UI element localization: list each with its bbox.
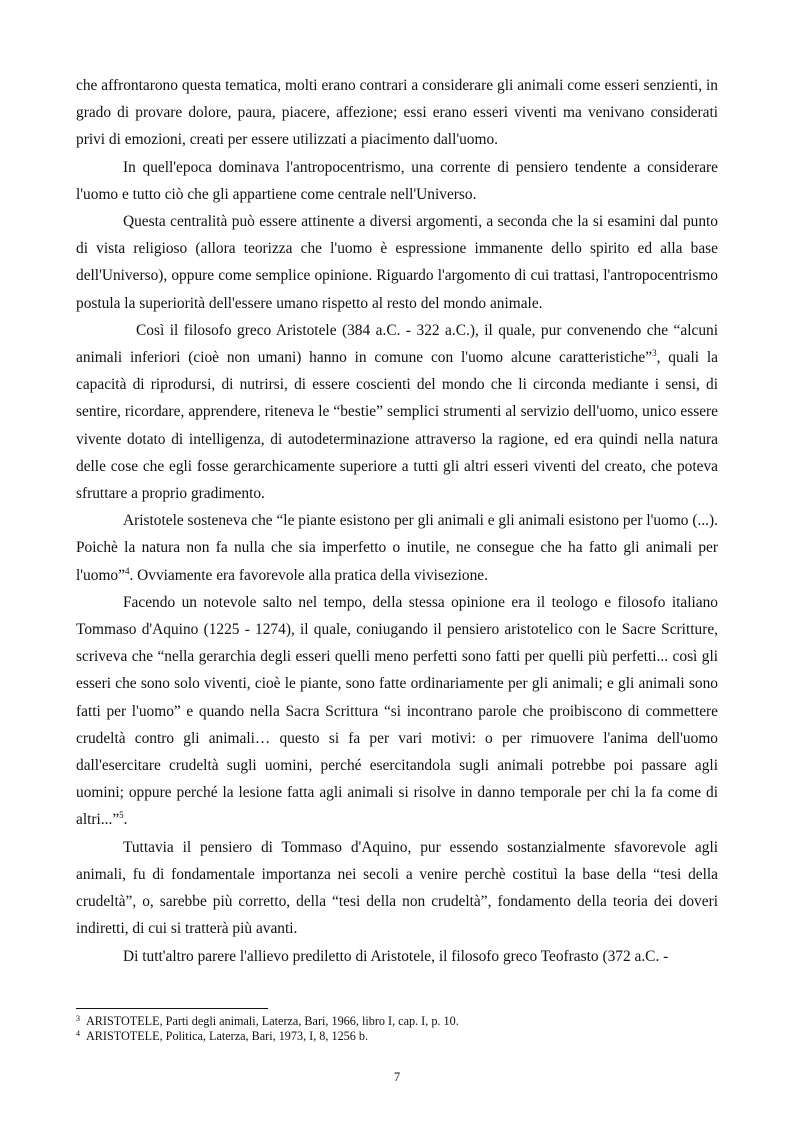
paragraph: che affrontarono questa tematica, molti erano contrari a considerare gli animali come esseri senzienti, in grado di provare dolore, paura, piacere, affezione; essi erano esseri viventi ma venivano considerati privi di emozioni, creati per essere utilizzati a piacimento dall'uomo. — [76, 77, 718, 149]
footnote-number: 3 — [76, 1014, 80, 1023]
footnote-ref: 3 — [652, 348, 657, 359]
paragraph: Di tutt'altro parere l'allievo prediletto di Aristotele, il filosofo greco Teofrasto (372 a.C. - — [123, 947, 669, 965]
body-text — [76, 72, 718, 970]
footnote-number: 4 — [76, 1029, 80, 1038]
paragraph: Facendo un notevole salto nel tempo, della stessa opinione era il teologo e filosofo italiano Tommaso d'Aquino (1225 - 1274), il quale, coniugando il pensiero aristotelico con le Sacre Scritture, scriveva che “nella gerarchia degli esseri quelli meno perfetti sono fatti per quelli più perfetti... così gli esseri che sono solo viventi, cioè le piante, sono fatte ordinariamente per gli animali; e gli animali sono fatti per l'uomo” e quando nella Sacra Scrittura “si incontrano parole che proibiscono di commettere crudeltà contro gli animali… questo si fa per vari motivi: o per rimuovere l'anima dell'uomo dall'esercitare crudeltà sugli uomini, perché esercitandola sugli animali potrebbe poi passare agli uomini; oppure perché la lesione fatta agli animali si risolve in danno temporale per chi la fa come di altri...”$^5$. — [76, 593, 718, 829]
footnote-text: ARISTOTELE, Politica, Laterza, Bari, 1973, I, 8, 1256 b. — [86, 1029, 369, 1043]
paragraph: Aristotele sosteneva che “le piante esistono per gli animali e gli animali esistono per l'uomo (...). Poichè la natura non fa nulla che sia imperfetto o inutile, ne consegue che ha fatto gli animali per l'uomo”$^4$. Ovviamente era favorevole alla pratica della vivisezione. — [76, 512, 718, 584]
footnote-divider — [76, 1008, 268, 1009]
paragraph: In quell'epoca dominava l'antropocentrismo, una corrente di pensiero tendente a considerare l'uomo e tutto ciò che gli appartiene come centrale nell'Universo. — [76, 158, 718, 203]
footnote — [76, 1014, 718, 1029]
page-number: 7 — [393, 1070, 401, 1084]
footnotes — [76, 1014, 718, 1044]
footnote-ref: 5 — [119, 810, 124, 821]
paragraph: Così il filosofo greco Aristotele (384 a.C. - 322 a.C.), il quale, pur convenendo che “alcuni animali inferiori (cioè non umani) hanno in comune con l'uomo alcune caratteristiche”$^3$, quali la capacità di riprodursi, di nutrirsi, di essere coscienti del mondo che li circonda mediante i sensi, di sentire, ricordare, apprendere, riteneva le “bestie” semplici strumenti al servizio dell'uomo, unico essere vivente dotato di intelligenza, di autodeterminazione attraverso la ragione, ed era quindi nella natura delle cose che egli fosse gerarchicamente superiore a tutti gli altri esseri viventi del creato, che poteva sfruttare a proprio gradimento. — [76, 321, 718, 503]
footnote — [76, 1029, 718, 1044]
footnote-text: ARISTOTELE, Parti degli animali, Laterza, Bari, 1966, libro I, cap. I, p. 10. — [86, 1014, 459, 1028]
paragraph: Tuttavia il pensiero di Tommaso d'Aquino, pur essendo sostanzialmente sfavorevole agli animali, fu di fondamentale importanza nei secoli a venire perchè costituì la base della “tesi della crudeltà”, o, sarebbe più corretto, della “tesi della non crudeltà”, fondamento della teoria dei doveri indiretti, di cui si tratterà più avanti. — [76, 838, 718, 938]
footnote-ref: 4 — [124, 565, 130, 576]
paragraph: Questa centralità può essere attinente a diversi argomenti, a seconda che la si esamini dal punto di vista religioso (allora teorizza che l'uomo è espressione immanente dello spirito ed alla base dell'Universo), oppure come semplice opinione. Riguardo l'argomento di cui trattasi, l'antropocentrismo postula la superiorità dell'essere umano rispetto al resto del mondo animale. — [76, 213, 718, 312]
